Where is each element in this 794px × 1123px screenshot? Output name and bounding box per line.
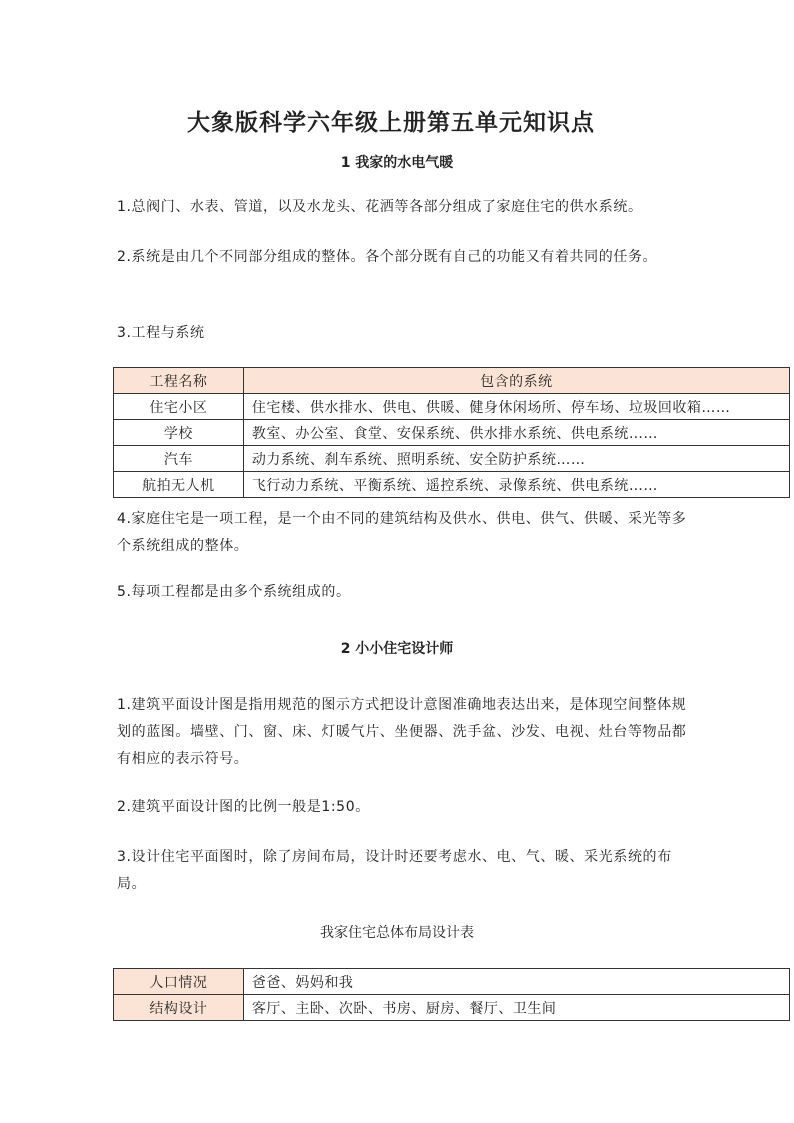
table-cell: 飞行动力系统、平衡系统、遥控系统、录像系统、供电系统…… [243,472,789,498]
table-row [114,969,790,995]
table-row [114,472,790,498]
table-header-row [114,368,790,394]
engineering-systems-table [113,367,790,498]
table-header-cell: 包含的系统 [243,368,789,394]
table-row [114,995,790,1021]
table-cell: 学校 [114,420,244,446]
table-cell: 住宅小区 [114,394,244,420]
table-cell: 动力系统、刹车系统、照明系统、安全防护系统…… [243,446,789,472]
table-row-label: 人口情况 [114,969,244,995]
table-cell: 住宅楼、供水排水、供电、供暖、健身休闲场所、停车场、垃圾回收箱…… [243,394,789,420]
table-cell: 教室、办公室、食堂、安保系统、供水排水系统、供电系统…… [243,420,789,446]
table-cell: 航拍无人机 [114,472,244,498]
section2-paragraph-2: 2.建筑平面设计图的比例一般是1:50。 [117,799,370,815]
table-row [114,394,790,420]
section2-paragraph-1: 1.建筑平面设计图是指用规范的图示方式把设计意图准确地表达出来，是体现空间整体规划的蓝图。墙壁、门、窗、床、灯暖气片、坐便器、洗手盆、沙发、电视、灶台等物品都有相应的表示符号。 [117,697,687,767]
table-row-label: 结构设计 [114,995,244,1021]
section1-paragraph-1: 1.总阀门、水表、管道，以及水龙头、花洒等各部分组成了家庭住宅的供水系统。 [117,199,643,215]
section1-heading: 1 我家的水电气暖 [340,155,454,171]
table-cell: 客厅、主卧、次卧、书房、厨房、餐厅、卫生间 [243,995,789,1021]
section1-paragraph-2: 2.系统是由几个不同部分组成的整体。各个部分既有自己的功能又有着共同的任务。 [117,249,658,265]
house-layout-table [113,968,790,1021]
section1-paragraph-5: 5.每项工程都是由多个系统组成的。 [117,584,351,600]
section2-heading: 2 小小住宅设计师 [340,641,454,657]
section1-paragraph-4: 4.家庭住宅是一项工程，是一个由不同的建筑结构及供水、供电、供气、供暖、采光等多个系统组成的整体。 [117,511,687,554]
table-cell: 汽车 [114,446,244,472]
layout-table-caption: 我家住宅总体布局设计表 [320,925,474,941]
table-row [114,420,790,446]
section2-paragraph-3: 3.设计住宅平面图时，除了房间布局，设计时还要考虑水、电、气、暖、采光系统的布局。 [117,849,672,892]
page-title: 大象版科学六年级上册第五单元知识点 [187,110,595,136]
section1-paragraph-3: 3.工程与系统 [117,325,205,341]
table-cell: 爸爸、妈妈和我 [243,969,789,995]
table-header-cell: 工程名称 [114,368,244,394]
table-row [114,446,790,472]
